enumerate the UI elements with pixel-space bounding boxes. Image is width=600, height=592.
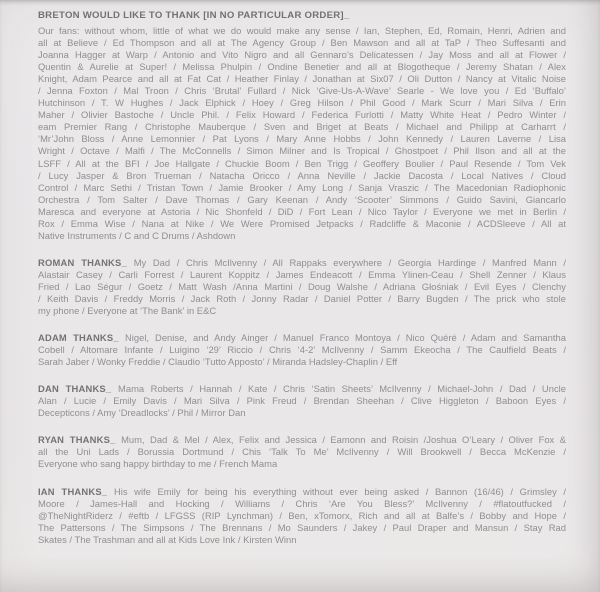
text-line: Alan / Lucie / Emily Davis / Mari Silva / Pink Freud / Brendan Sheehan / Clive Higgleton / Baboon Eyes /	[38, 395, 566, 407]
text-line: / Lucy Jasper & Bron Trueman / Natacha Oricco / Anna Neville / Jackie Dacosta / Local Natives / Cloud	[38, 169, 566, 181]
text-line: Skates / The Trashman and all at Kids Love Ink / Kirsten Winn	[38, 533, 297, 545]
text-line: / Keith Davis / Freddy Morris / Jack Roth / Jonny Radar / Daniel Potter / Barry Bugden / The prick who stole	[38, 292, 566, 304]
text-line: Hutchinson / T. W Hughes / Jack Elphick / Hoey / Greg Hilson / Phil Good / Mark Scurr / Mari Silva / Erin	[38, 97, 566, 109]
text-line: Everyone who sang happy birthday to me / French Mama	[38, 458, 278, 470]
text-line: Joanna Hagger at Warp / Antonio and Vito Nigro and all Gennaro’s Delicatessen / Jay Moss and all at Flower /	[38, 49, 566, 61]
section-label: ADAM THANKS_	[38, 332, 125, 344]
text-line: / Jenna Foxton / Mal Troon / Chris ‘Brutal’ Fullard / Nick ‘Give-Us-A-Wave’ Searle - We love you / Ed ‘Buffalo’	[38, 85, 566, 97]
text-line: Alastair Casey / Carli Forrest / Laurent Koppitz / James Endeacott / Emma Ylinen-Ceau / Shell Zenner / Klaus	[38, 268, 566, 280]
section-label: DAN THANKS_	[38, 383, 119, 395]
thanks-section	[38, 332, 566, 368]
text-line: Knight, Adam Pearce and all at Fat Cat / Heather Finlay / Jonathan at Six07 / Oli Dutton / Nancy at Vitalic Noise	[38, 73, 566, 85]
text-line: Our fans: without whom, little of what we do would make any sense / Ian, Stephen, Ed, Romain, Henri, Adrien and	[38, 25, 566, 36]
text-line: Moore / James-Hall and Hocking / Williams / Chris ‘Are You Bless?’ McIlvenny / #flatoutfucked /	[38, 497, 566, 509]
text-line: Orchestra / Tom Salter / Dave Thomas / Gary Keenan / Andy ‘Scooter’ Simmons / Guido Savini, Giancarlo	[38, 193, 566, 205]
text-line: RYAN THANKS_ Mum, Dad & Mel / Alex, Felix and Jessica / Eamonn and Roisin /Joshua O’Leary / Oliver Fox &	[38, 434, 566, 446]
thanks-section	[38, 434, 566, 470]
thank-you-liner-notes	[38, 9, 566, 561]
thanks-section	[38, 486, 566, 546]
thanks-section	[38, 383, 566, 419]
text-line: Decepticons / Amy ‘Dreadlocks’ / Phil / Mirror Dan	[38, 407, 246, 419]
text-line: LSFF / All at the BFI / Joe Hallgate / Chuckie Boom / Ben Trigg / Geoffery Boulier / Paul Resende / Tom Vek	[38, 157, 566, 169]
text-line: Control / Marc Sethi / Tristan Town / Jamie Brooker / Amy Long / Sanja Vraszic / The Macedonian Radiophonic	[38, 181, 566, 193]
text-line: ROMAN THANKS_ My Dad / Chris McIlvenny / All Rappaks everywhere / Georgia Hardinge / Manfred Mann /	[38, 256, 566, 268]
text-line: all the Uni Lads / Borussia Dortmund / Chis ‘Talk To Me’ McIlvenny / Will Brookwell / Becca McKenzie /	[38, 446, 566, 458]
text-line: Maher / Olivier Bastoche / Uncle Phil. / Felix Howard / Federica Furlotti / Matty White Heat / Pedro Winter /	[38, 109, 566, 121]
text-line: my phone / Everyone at ‘The Bank’ in E&C	[38, 305, 217, 317]
thanks-section	[38, 257, 566, 317]
section-label: IAN THANKS_	[38, 485, 114, 497]
thanks-intro-paragraph	[38, 25, 566, 242]
thanks-sections	[38, 25, 566, 546]
text-line: Rox / Emma Wise / Nana at Nike / We Were Promised Jetpacks / Radcliffe & Maconie / ACDSleeve / All at	[38, 217, 566, 229]
text-line: IAN THANKS_ His wife Emily for being his everything without ever being asked / Bannon (16/46) / Grimsley /	[38, 485, 566, 497]
text-line: DAN THANKS_ Mama Roberts / Hannah / Kate / Chris ‘Satin Sheets’ McIlvenny / Michael-John / Dad / Uncle	[38, 383, 566, 395]
text-line: Quentin & Aurelie at Super! / Melissa Phulpin / Ondine Benetier and all at Blogotheque / Jeremy Shatan / Alex	[38, 61, 566, 73]
text-line: all at Believe / Ed Thompson and all at The Agency Group / Ben Mawson and all at TaP / Theo Suffesanti and	[38, 37, 566, 49]
section-label: ROMAN THANKS_	[38, 256, 134, 268]
text-line: Cobell / Altomare Infante / Luigino ‘29’ Riccio / Chris ‘4-2’ McIlvenny / Samm Ekeocha / The Caulfield Beats /	[38, 344, 566, 356]
text-line: ‘Mr’John Bloss / Anne Lemonnier / Pat Lyons / Mary Anne Hobbs / John Kennedy / Lauren Laverne / Lisa	[38, 133, 566, 145]
section-label: RYAN THANKS_	[38, 434, 122, 446]
text-line: Maresca and everyone at Astoria / Nic Shonfeld / DiD / Fort Lean / Nico Taylor / Everyone we met in Berlin /	[38, 205, 566, 217]
text-line: The Pattersons / The Simpsons / The Brennans / Mo Saunders / Jakey / Paul Draper and Mansun / Stay Rad	[38, 521, 566, 533]
text-line: ADAM THANKS_ Nigel, Denise, and Andy Ainger / Manuel Franco Montoya / Nico Quéré / Adam and Samantha	[38, 332, 566, 344]
text-line: Wright / Octave / Malfi / The McConnells / Simon Milner and Is Tropical / Ghostpoet / Phil Ilson and all at the	[38, 145, 566, 157]
text-line: Fried / Lao Ségur / Goetz / Matt Wash /Anna Martini / Doug Walshe / Adriana Głośniak / Evil Eyes / Clenchy	[38, 280, 566, 292]
text-line: @TheNightRiderz / #eftb / LFGSS (RIP Lynchman) / Ben, xTomorx, Rich and all at Balfe’s / Bobby and Hope /	[38, 509, 566, 521]
text-line: Native Instruments / C and C Drums / Ashdown	[38, 229, 236, 241]
text-line: eam Premier Rang / Christophe Mauberque / Sven and Briget at Beats / Michael and Philipp at Carharrt /	[38, 121, 566, 133]
text-line: Sarah Jaber / Wonky Freddie / Claudio ‘Tutto Apposto’ / Miranda Hadsley-Chaplin / Eff	[38, 356, 398, 368]
page-title: BRETON WOULD LIKE TO THANK [IN NO PARTICULAR ORDER]_	[38, 10, 350, 21]
